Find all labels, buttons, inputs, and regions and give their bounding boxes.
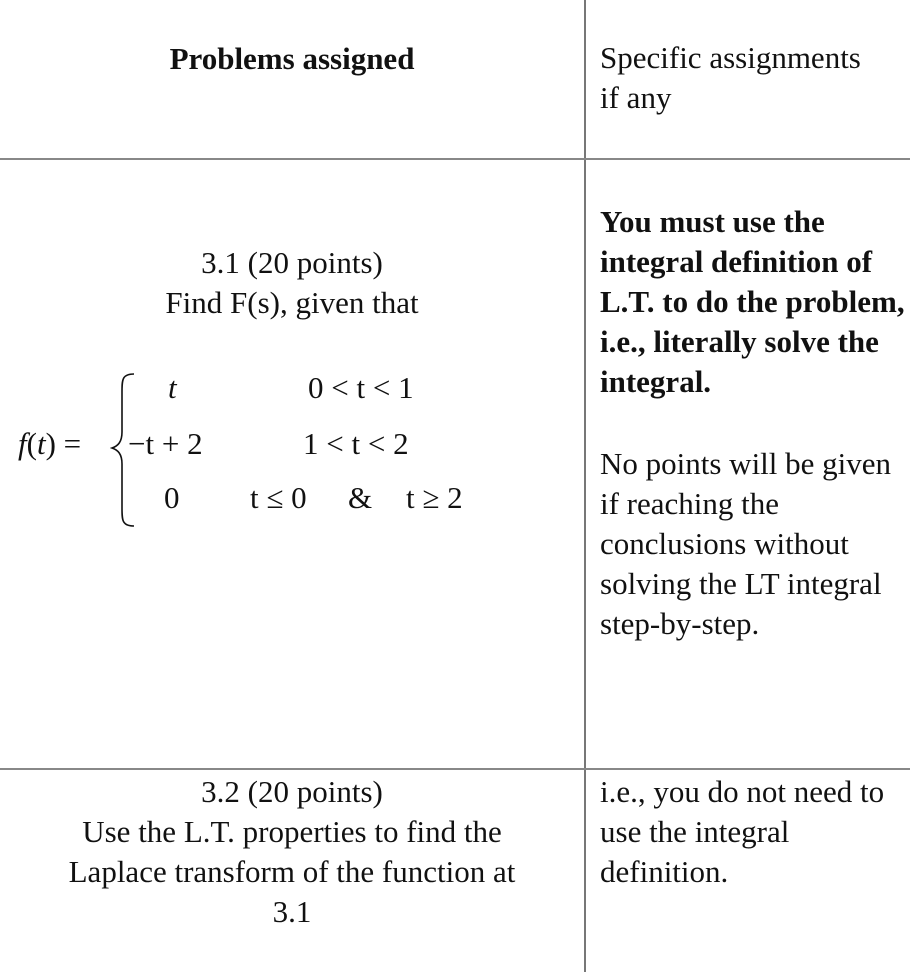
column-divider xyxy=(584,0,586,972)
case-1-condition: 0 < t < 1 xyxy=(308,370,414,405)
row-divider-2 xyxy=(0,768,910,770)
row-divider-1 xyxy=(0,158,910,160)
problem-3-1-title: 3.1 (20 points) xyxy=(201,245,383,280)
case-2-condition: 1 < t < 2 xyxy=(303,426,409,461)
case-3-connector: & xyxy=(348,480,373,515)
case-3-expr: 0 xyxy=(164,480,180,515)
problem-3-1-heading xyxy=(0,243,584,323)
problem-3-2-line1: Use the L.T. properties to find the xyxy=(82,814,502,849)
function-lhs: f(t) = xyxy=(18,426,82,461)
case-1-expr: t xyxy=(168,370,177,405)
header-specific-assignments: Specific assignments if any xyxy=(600,40,861,115)
case-3-condition-a: t ≤ 0 xyxy=(250,480,307,515)
problem-3-1-instructions xyxy=(600,202,910,644)
problem-3-1-prompt: Find F(s), given that xyxy=(165,285,419,320)
problem-3-1-note: No points will be given if reaching the conclusions without solving the LT integral step-by-step. xyxy=(600,446,892,641)
problem-3-2-heading xyxy=(0,772,584,932)
problem-3-2-line3: 3.1 xyxy=(272,894,312,929)
piecewise-function xyxy=(18,370,578,530)
case-2-expr: −t + 2 xyxy=(128,426,203,461)
header-problems-assigned: Problems assigned xyxy=(169,41,415,76)
problem-3-1-bold-note: You must use the integral definition of L.T. to do the problem, i.e., literally solve the integral. xyxy=(600,204,905,399)
problem-3-2-line2: Laplace transform of the function at xyxy=(68,854,516,889)
problem-3-2-note: i.e., you do not need to use the integral definition. xyxy=(600,774,885,889)
problem-3-2-title: 3.2 (20 points) xyxy=(201,774,383,809)
case-3-condition-b: t ≥ 2 xyxy=(406,480,463,515)
